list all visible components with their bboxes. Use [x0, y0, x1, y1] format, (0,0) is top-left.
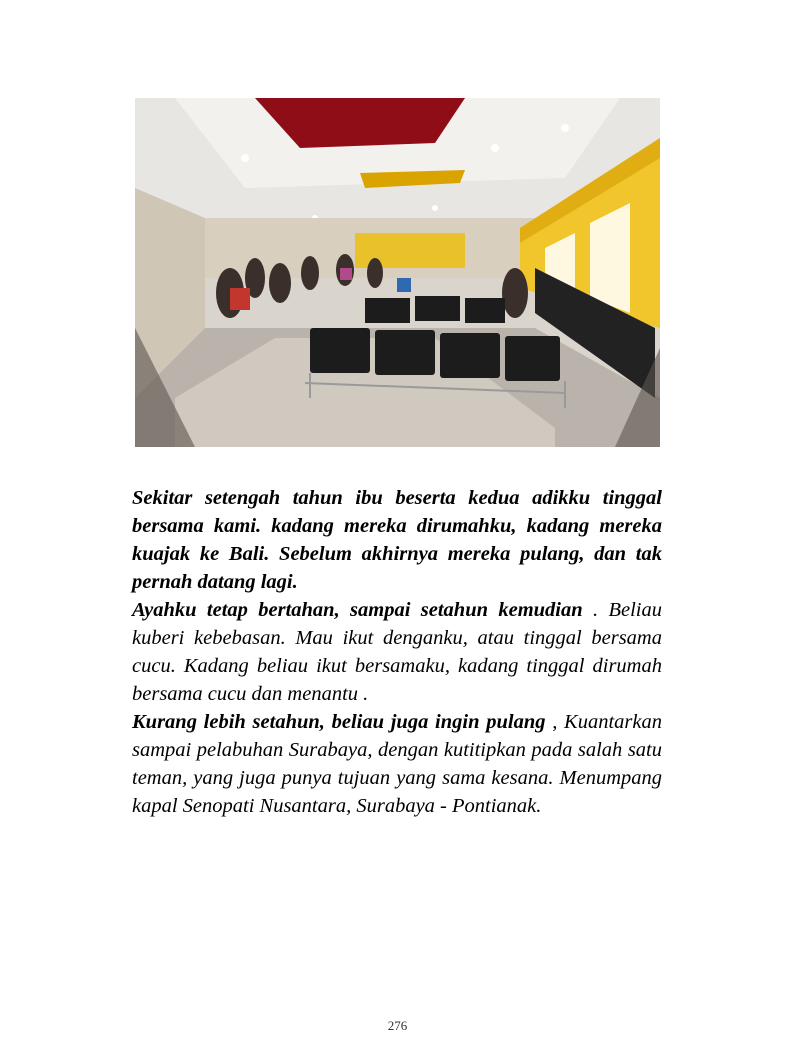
paragraph-3	[132, 708, 662, 820]
body-text	[132, 484, 662, 820]
photo-illustration	[135, 98, 660, 447]
waiting-room-photo	[135, 98, 660, 447]
paragraph-2	[132, 596, 662, 708]
paragraph-2-rest: . Beliau kuberi kebebasan. Mau ikut denganku, atau tinggal bersama cucu. Kadang beliau ikut bersamaku, kadang tinggal dirumah bersama cucu dan menantu .	[132, 599, 662, 705]
page-number: 276	[387, 1018, 408, 1033]
paragraph-2-bold: Ayahku tetap bertahan, sampai setahun kemudian	[132, 599, 583, 621]
paragraph-3-bold: Kurang lebih setahun, beliau juga ingin pulang	[132, 711, 546, 733]
paragraph-1	[132, 484, 662, 596]
paragraph-3-rest: , Kuantarkan sampai pelabuhan Surabaya, dengan kutitipkan pada salah satu teman, yang juga punya tujuan yang sama kesana. Menumpang kapal Senopati Nusantara, Surabaya - Pontianak.	[132, 711, 663, 817]
paragraph-1-bold: Sekitar setengah tahun ibu beserta kedua adikku tinggal bersama kami. kadang mereka dirumahku, kadang mereka kuajak ke Bali. Sebelum akhirnya mereka pulang, dan tak pernah datang lagi.	[132, 487, 662, 593]
